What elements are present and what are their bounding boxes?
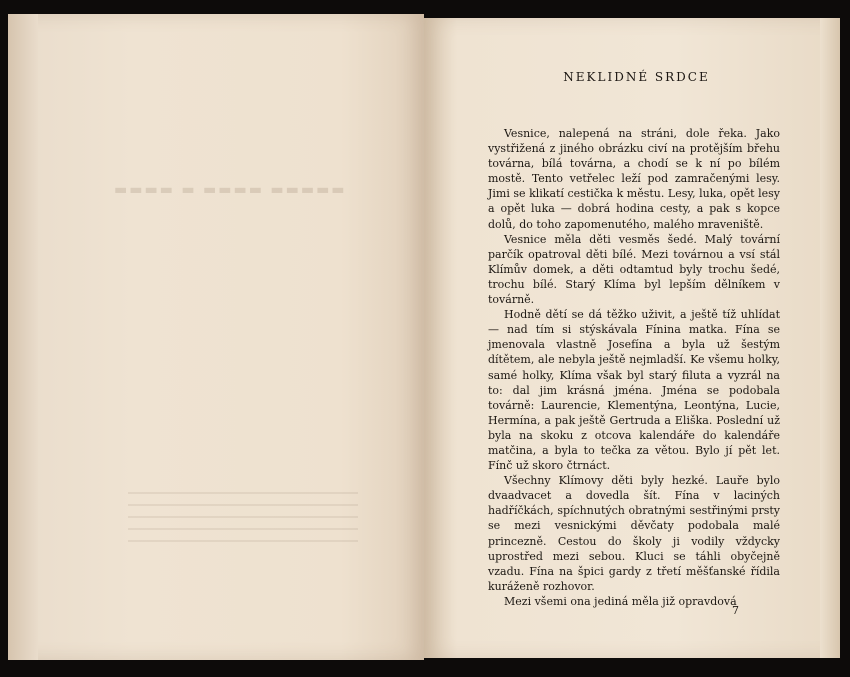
paragraph: Mezi všemi ona jediná měla již opravdová (504, 594, 737, 608)
page-edge-right (820, 18, 840, 658)
paragraph: Vesnice měla děti vesměs šedé. Malý tovární parčík opatroval děti bílé. Mezi továrnou a vsí stál Klímův domek, a děti odtamtud byly trochu šedé, trochu bílé. Starý Klíma byl lepším dělníkem v továrně. (488, 232, 780, 307)
paragraph: Vesnice, nalepená na stráni, dole řeka. Jako vystřižená z jiného obrázku civí na protějším břehu továrna, bílá továrna, a chodí se k ní po bílém mostě. Tento vetřelec leží pod zamračenými lesy. Jimi se klikatí cestička k městu. Lesy, luka, opět lesy a opět luka — dobrá hodina cesty, a pak s kopce dolů, do toho zapomenutého, malého mraveniště. (488, 127, 780, 231)
paragraph: Hodně dětí se dá těžko uživit, a ještě tíž uhlídat — nad tím si stýskávala Fínina matka. Fína se jmenovala vlastně Josefína a byla už šestým dítětem, ale nebyla ještě nejmladší. Ke všemu holky, samé holky, Klíma však byl starý filuta a vyzrál na to: dal jim krásná jména. Jména se podobala továrně: Laurencie, Klementýna, Leontýna, Lucie, Hermína, a pak ještě Gertruda a Eliška. Poslední už byla na skoku z otcova kalendáře do kalendáře matčina, a byla to tečka za větou. Bylo jí pět let. Fínč už skoro čtrnáct. (488, 308, 780, 473)
page-number: 7 (732, 604, 739, 617)
open-book (8, 14, 842, 666)
show-through-print: ▬▬▬▬▬ ▬▬▬▬ ▬ ▬▬▬▬ (112, 182, 345, 198)
show-through-lines (128, 492, 358, 552)
left-page (8, 14, 424, 660)
chapter-title: NEKLIDNÉ SRDCE (563, 70, 710, 84)
paragraph: Všechny Klímovy děti byly hezké. Lauře bylo dvaadvacet a dovedla šít. Fína v laciných hadříčkách, spíchnutých obratnými sestřinými prsty se mezi vesnickými děvčaty podobala malé princezně. Cestou do školy ji vodily vždycky uprostřed mezi sebou. Kluci se táhli obyčejně vzadu. Fína na špici gardy z třetí měšťanské řídila kuráženě rozhovor. (488, 474, 780, 593)
right-page (424, 18, 840, 658)
body-text (488, 126, 780, 609)
page-edge (8, 14, 38, 660)
